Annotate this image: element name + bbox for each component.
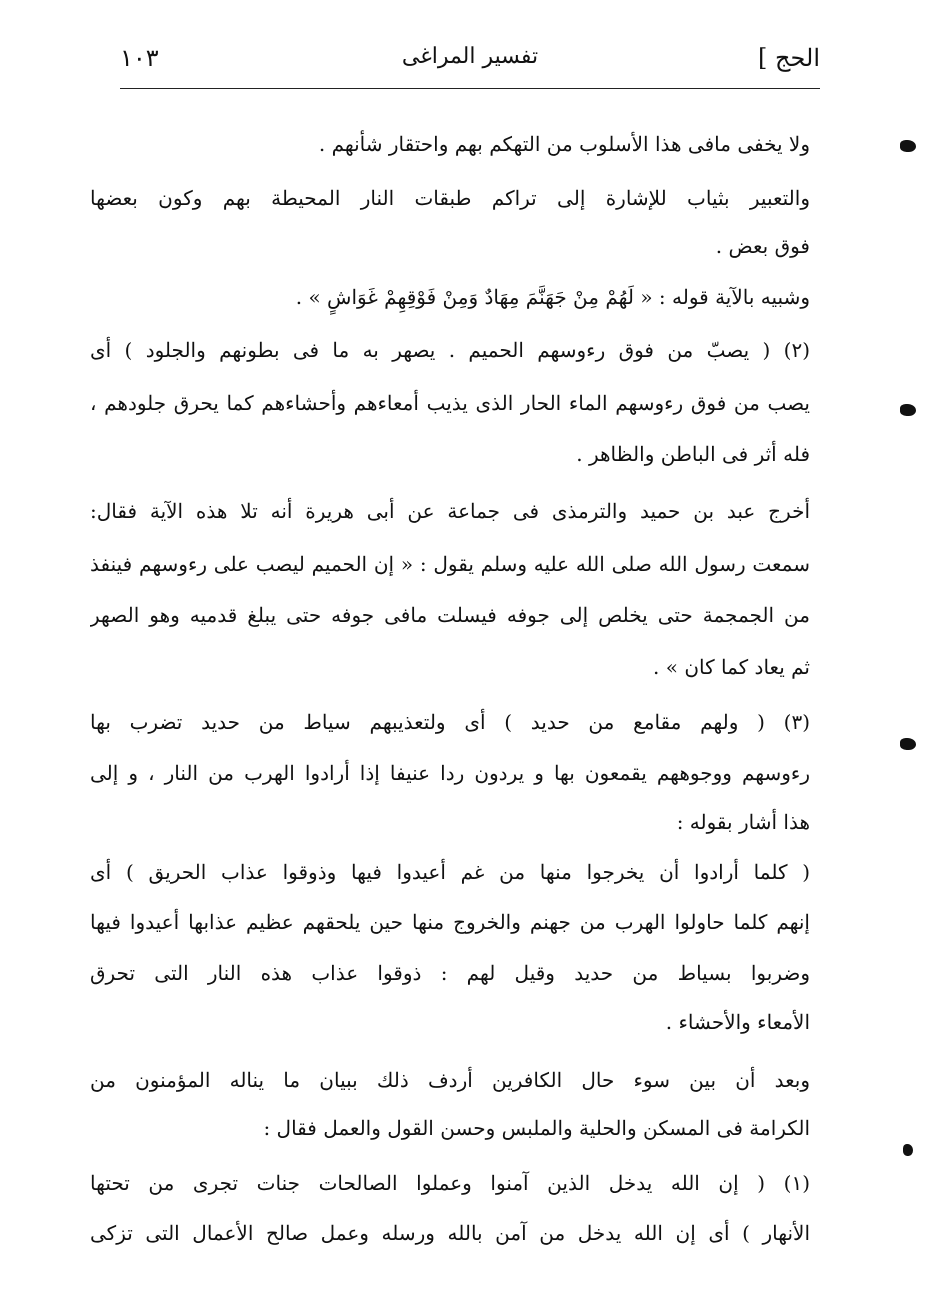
text-line: رءوسهم ووجوههم يقمعون بها و يردون ردا عنيفا إذا أرادوا الهرب من النار ، و إلى	[90, 761, 810, 785]
margin-speck	[900, 738, 916, 750]
text-line: الأمعاء والأحشاء .	[665, 1010, 810, 1034]
text-line: الأنهار ) أى إن الله يدخل من آمن بالله ورسله وعمل صالح الأعمال التى تزكى	[90, 1221, 810, 1245]
text-line: وضربوا بسياط من حديد وقيل لهم : ذوقوا عذاب هذه النار التى تحرق	[90, 961, 810, 985]
text-line: وشبيه بالآية قوله : « لَهُمْ مِنْ جَهَنَّمَ مِهَادٌ وَمِنْ فَوْقِهِمْ غَوَاشٍ » .	[295, 285, 810, 309]
text-line: ( كلما أرادوا أن يخرجوا منها من غم أعيدوا فيها وذوقوا عذاب الحريق ) أى	[90, 860, 810, 884]
text-line: (١) ( إن الله يدخل الذين آمنوا وعملوا الصالحات جنات تجرى من تحتها	[90, 1171, 810, 1195]
text-line: ثم يعاد كما كان » .	[653, 655, 810, 679]
text-line: الكرامة فى المسكن والحلية والملبس وحسن القول والعمل فقال :	[263, 1116, 810, 1140]
text-line: وبعد أن بين سوء حال الكافرين أردف ذلك ببيان ما يناله المؤمنون من	[90, 1068, 810, 1092]
text-line: والتعبير بثياب للإشارة إلى تراكم طبقات النار المحيطة بهم وكون بعضها	[90, 186, 810, 210]
text-line: فله أثر فى الباطن والظاهر .	[576, 442, 810, 466]
running-header	[120, 40, 820, 80]
text-line: أخرج عبد بن حميد والترمذى فى جماعة عن أبى هريرة أنه تلا هذه الآية فقال:	[90, 499, 810, 523]
text-line: سمعت رسول الله صلى الله عليه وسلم يقول : « إن الحميم ليصب على رءوسهم فينفذ	[90, 552, 810, 576]
text-line: (٣) ( ولهم مقامع من حديد ) أى ولتعذيبهم سياط من حديد تضرب بها	[90, 710, 810, 734]
margin-speck	[900, 404, 916, 416]
book-title: تفسير المراغى	[401, 44, 539, 69]
chapter-name: الحج ]	[758, 44, 820, 72]
text-line: هذا أشار بقوله :	[676, 810, 810, 834]
text-line: فوق بعض .	[715, 234, 810, 258]
text-line: ولا يخفى مافى هذا الأسلوب من التهكم بهم واحتقار شأنهم .	[318, 132, 810, 156]
text-line: (٢) ( يصبّ من فوق رءوسهم الحميم . يصهر به ما فى بطونهم والجلود ) أى	[90, 338, 810, 362]
page-number: ١٠٣	[120, 44, 159, 72]
text-line: من الجمجمة حتى يخلص إلى جوفه فيسلت مافى جوفه حتى يبلغ قدميه وهو الصهر	[90, 603, 810, 627]
margin-speck	[903, 1144, 913, 1156]
header-rule	[120, 88, 820, 89]
text-line: إنهم كلما حاولوا الهرب من جهنم والخروج منها حين يلحقهم عظيم عذابها أعيدوا فيها	[90, 910, 810, 934]
text-line: يصب من فوق رءوسهم الماء الحار الذى يذيب أمعاءهم وأحشاءهم كما يحرق جلودهم ،	[90, 391, 810, 415]
margin-speck	[900, 140, 916, 152]
